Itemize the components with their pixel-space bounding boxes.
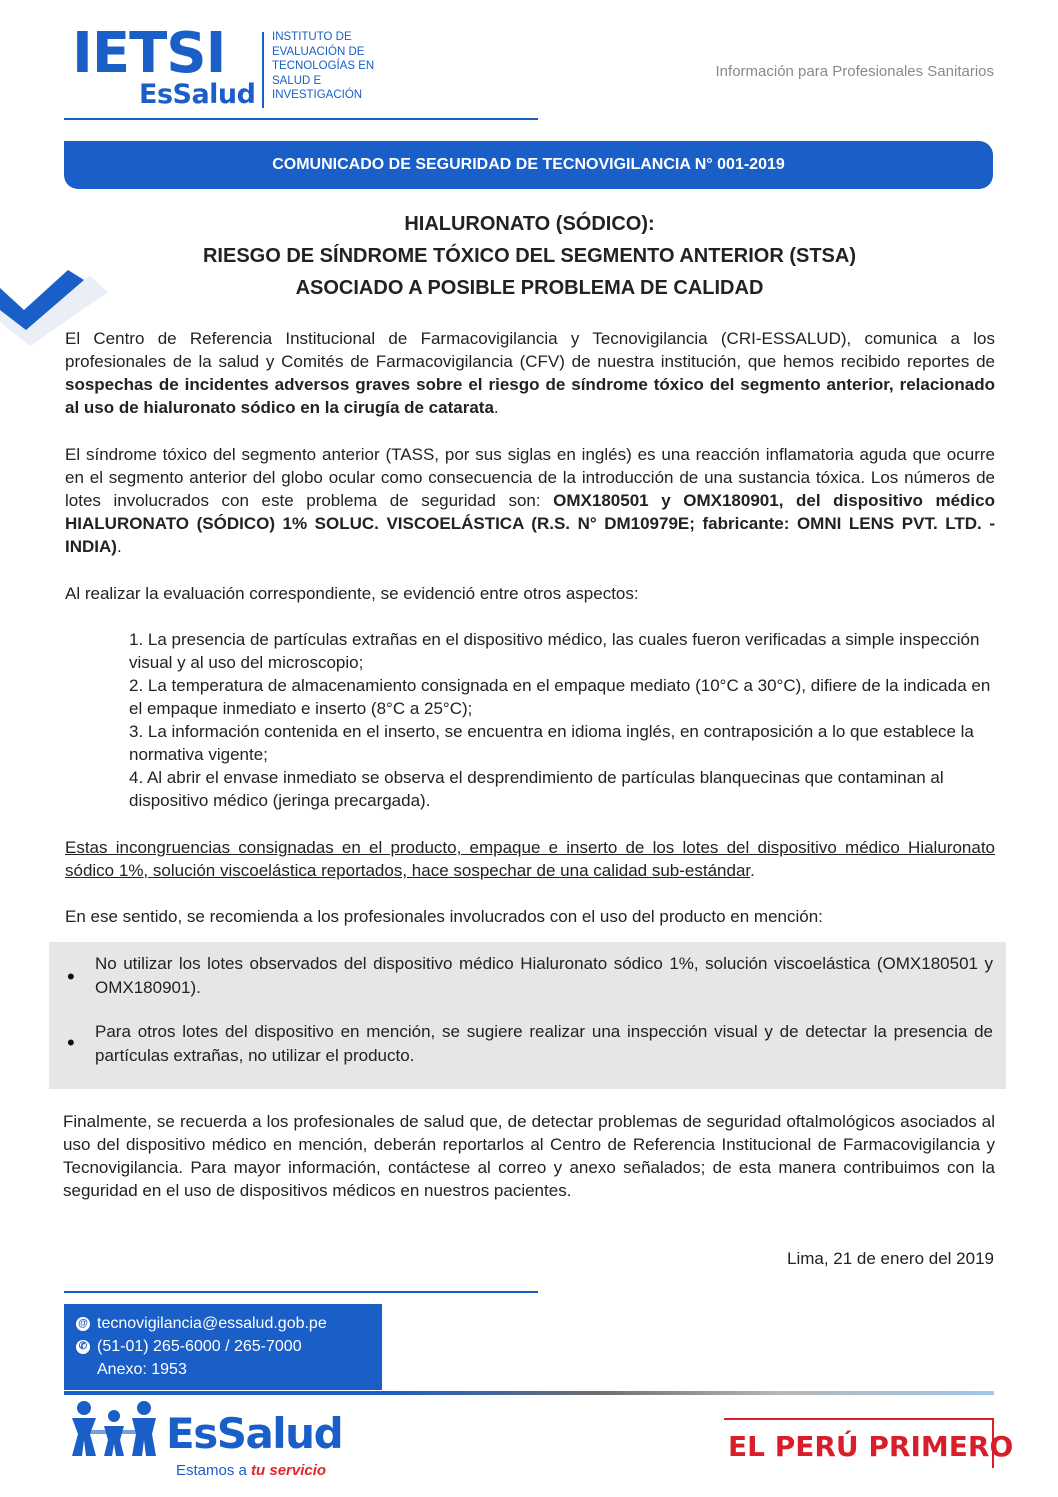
paragraph-recommend-intro: En ese sentido, se recomienda a los profesionales involucrados con el uso del producto en mención: bbox=[65, 907, 823, 926]
list-item: 4. Al abrir el envase inmediato se observa el desprendimiento de partículas blanquecinas que contaminan al dispositivo médico (jeringa precargada). bbox=[129, 768, 944, 810]
recommendation-item: Para otros lotes del dispositivo en mención, se sugiere realizar una inspección visual y de detectar la presencia de partículas extrañas, no utilizar el producto. bbox=[95, 1022, 993, 1065]
essalud-family-icon bbox=[68, 1400, 162, 1458]
institute-name: INSTITUTO DE EVALUACIÓN DE TECNOLOGÍAS EN SALUD E INVESTIGACIÓN bbox=[272, 31, 375, 102]
essalud-logo-text: EsSalud bbox=[166, 1409, 343, 1458]
list-item: 1. La presencia de partículas extrañas en el dispositivo médico, las cuales fueron verificadas a simple inspección visual y al uso del microscopio; bbox=[129, 630, 980, 672]
footer-bar-blue bbox=[64, 1391, 382, 1395]
phone-icon: ✆ bbox=[76, 1340, 90, 1354]
contact-phone bbox=[76, 1335, 302, 1358]
contact-email bbox=[76, 1312, 327, 1335]
title-line-2: RIESGO DE SÍNDROME TÓXICO DEL SEGMENTO ANTERIOR (STSA) bbox=[202, 245, 857, 267]
email-link[interactable]: tecnovigilancia@essalud.gob.pe bbox=[97, 1315, 327, 1332]
paragraph-conclusion: Estas incongruencias consignadas en el producto, empaque e inserto de los lotes del dispositivo médico Hialuronato sódico 1%, solución viscoelástica reportados, hace sospechar de una calidad sub-estándar. bbox=[65, 838, 995, 880]
contact-anexo bbox=[97, 1358, 187, 1381]
title-line-1: HIALURONATO (SÓDICO): bbox=[404, 213, 655, 235]
at-icon: @ bbox=[76, 1317, 90, 1331]
essalud-slogan: Estamos a tu servicio bbox=[176, 1462, 327, 1479]
peru-primero-logo bbox=[724, 1418, 1014, 1468]
list-item: 3. La información contenida en el inserto, se encuentra en idioma inglés, en contraposición a lo que establece la normativa vigente; bbox=[129, 722, 974, 764]
paragraph-intro: El Centro de Referencia Institucional de Farmacovigilancia y Tecnovigilancia (CRI-ESSALUD), comunica a los profesionales de la salud y Comités de Farmacovigilancia (CFV) de nuestra institución, que hemos recibido reportes de sospechas de incidentes adversos graves sobre el riesgo de síndrome tóxico del segmento anterior, relacionado al uso de hialuronato sódico en la cirugía de catarata. bbox=[65, 329, 995, 417]
findings-list bbox=[129, 628, 995, 812]
title-line-3: ASOCIADO A POSIBLE PROBLEMA DE CALIDAD bbox=[295, 277, 764, 299]
list-item: 2. La temperatura de almacenamiento consignada en el empaque mediato (10°C a 30°C), difiere de la indicada en el empaque inmediato e inserto (8°C a 25°C); bbox=[129, 676, 991, 718]
document-title bbox=[64, 208, 995, 304]
bullet-icon: • bbox=[67, 964, 75, 989]
ietsi-logo: IETSI bbox=[72, 21, 226, 86]
paragraph-evaluation: Al realizar la evaluación correspondiente, se evidenció entre otros aspectos: bbox=[65, 584, 639, 603]
recommendation-item: No utilizar los lotes observados del dispositivo médico Hialuronato sódico 1%, solución viscoelástica (OMX180501 y OMX180901). bbox=[95, 954, 993, 997]
logo-divider bbox=[262, 32, 264, 108]
bullet-icon: • bbox=[67, 1030, 75, 1055]
footer-bar-gradient bbox=[382, 1391, 994, 1395]
phone-number: (51-01) 265-6000 / 265-7000 bbox=[97, 1338, 302, 1355]
contact-box bbox=[64, 1304, 382, 1390]
header-rule bbox=[64, 118, 538, 120]
document-date: Lima, 21 de enero del 2019 bbox=[787, 1249, 994, 1268]
ietsi-logo-essalud: EsSalud bbox=[139, 79, 256, 110]
paragraph-tass: El síndrome tóxico del segmento anterior (TASS, por sus siglas en inglés) es una reacción inflamatoria aguda que ocurre en el segmento anterior del globo ocular como consecuencia de la introducción de una sustancia tóxica. Los números de lotes involucrados con este problema de seguridad son: OMX180501 y OMX180901, del dispositivo médico HIALURONATO (SÓDICO) 1% SOLUC. VISCOELÁSTICA (R.S. N° DM10979E; fabricante: OMNI LENS PVT. LTD. - INDIA). bbox=[65, 445, 995, 556]
anexo-number: Anexo: 1953 bbox=[97, 1361, 187, 1378]
paragraph-final: Finalmente, se recuerda a los profesionales de salud que, de detectar problemas de seguridad oftalmológicos asociados al uso del dispositivo médico en mención, deberán reportarlos al Centro de Referencia Institucional de Farmacovigilancia y Tecnovigilancia. Para mayor información, contáctese al correo y anexo señalados; de esta manera contribuimos con la seguridad en el uso de dispositivos médicos en nuestros pacientes. bbox=[63, 1112, 995, 1200]
peru-primero-text: EL PERÚ PRIMERO bbox=[728, 1430, 1014, 1463]
footer-rule bbox=[64, 1291, 538, 1293]
communique-banner: COMUNICADO DE SEGURIDAD DE TECNOVIGILANCIA N° 001-2019 bbox=[64, 141, 993, 189]
audience-label: Información para Profesionales Sanitarios bbox=[715, 63, 994, 80]
recommendations-box bbox=[49, 942, 1006, 1089]
